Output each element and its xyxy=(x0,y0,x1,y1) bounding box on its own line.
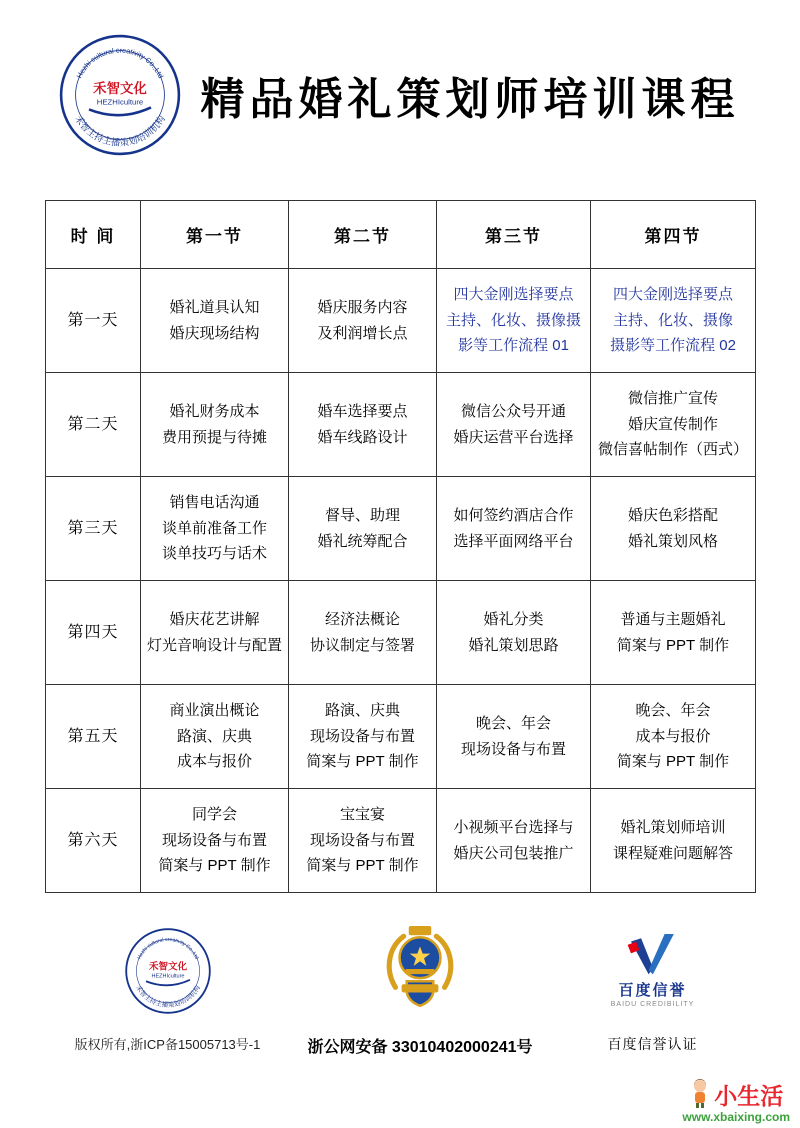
course-cell xyxy=(289,581,437,685)
course-cell xyxy=(437,373,591,477)
course-cell-line: 简案与 PPT 制作 xyxy=(616,636,730,654)
course-cell-line: 简案与 PPT 制作 xyxy=(306,857,419,875)
course-cell-line: 谈单技巧与话术 xyxy=(161,545,267,563)
table-row xyxy=(46,269,756,373)
table-row xyxy=(46,581,756,685)
column-header: 第三节 xyxy=(437,201,591,269)
course-cell-line: 及利润增长点 xyxy=(317,324,408,342)
course-cell-line: 费用预提与待摊 xyxy=(161,428,267,446)
course-cell-line: 婚礼策划师培训 xyxy=(620,819,726,836)
course-cell-line: 微信推广宣传 xyxy=(627,390,718,408)
svg-text:HEZHIculture: HEZHIculture xyxy=(150,973,185,980)
icp-text: 版权所有,浙ICP备15005713号-1 xyxy=(74,1037,261,1052)
course-cell-line: 路演、庆典 xyxy=(176,727,252,745)
footer-police-block xyxy=(303,920,538,1057)
course-cell xyxy=(591,581,756,685)
course-cell-line: 简案与 PPT 制作 xyxy=(158,857,271,875)
course-cell-line: 晚会、年会 xyxy=(635,702,711,720)
svg-text:Hezhi cultural creativity Co.,: Hezhi cultural creativity Co.,Ltd xyxy=(74,45,166,80)
course-cell-line: 四大金刚选择要点 xyxy=(612,286,733,304)
column-header: 第四节 xyxy=(591,201,756,269)
footer xyxy=(40,920,760,1057)
baidu-logo-text: 百度信誉 xyxy=(618,982,687,999)
course-cell-line: 婚车选择要点 xyxy=(317,403,408,420)
course-cell xyxy=(289,477,437,581)
table-row xyxy=(46,477,756,581)
watermark xyxy=(682,1078,790,1124)
course-cell xyxy=(437,789,591,893)
course-cell-line: 婚车线路设计 xyxy=(317,428,408,446)
course-cell xyxy=(141,685,289,789)
course-cell-line: 宝宝宴 xyxy=(339,806,385,824)
day-cell: 第一天 xyxy=(46,269,141,373)
baidu-logo-box xyxy=(611,920,695,1022)
course-cell-line: 课程疑难问题解答 xyxy=(612,844,733,862)
course-cell-line: 现场设备与布置 xyxy=(309,831,415,849)
watermark-url: www.xbaixing.com xyxy=(682,1110,790,1124)
watermark-top xyxy=(682,1078,790,1108)
course-cell xyxy=(437,581,591,685)
course-cell-line: 婚庆花艺讲解 xyxy=(169,611,260,628)
course-cell-line: 灯光音响设计与配置 xyxy=(146,636,282,654)
course-cell-line: 成本与报价 xyxy=(635,727,711,745)
course-cell-line: 婚庆运营平台选择 xyxy=(453,428,574,446)
day-cell: 第五天 xyxy=(46,685,141,789)
course-cell-line: 主持、化妆、摄像摄 xyxy=(445,311,581,329)
course-cell-line: 婚礼分类 xyxy=(483,611,544,628)
course-cell xyxy=(289,269,437,373)
course-cell xyxy=(289,789,437,893)
company-logo-icon xyxy=(124,927,212,1015)
police-badge-icon xyxy=(379,924,461,1018)
day-cell: 第三天 xyxy=(46,477,141,581)
course-cell xyxy=(141,269,289,373)
svg-text:禾智主持主播策划培训机构: 禾智主持主播策划培训机构 xyxy=(133,984,202,1010)
course-cell xyxy=(591,373,756,477)
course-cell-line: 主持、化妆、摄像 xyxy=(612,311,733,329)
course-cell-line: 晚会、年会 xyxy=(475,715,551,732)
svg-text:禾智主持主播策划培训机构: 禾智主持主播策划培训机构 xyxy=(72,113,168,148)
course-cell-line: 婚庆现场结构 xyxy=(169,324,260,342)
course-cell xyxy=(591,269,756,373)
course-cell-line: 商业演出概论 xyxy=(169,702,260,720)
page-title: 精品婚礼策划师培训课程 xyxy=(200,75,740,124)
column-header: 第二节 xyxy=(289,201,437,269)
company-logo-box xyxy=(124,920,212,1022)
course-cell-line: 督导、助理 xyxy=(324,507,400,524)
course-table xyxy=(45,200,756,893)
company-logo-icon xyxy=(58,33,182,157)
course-cell-line: 四大金刚选择要点 xyxy=(453,286,574,304)
course-cell-line: 婚礼财务成本 xyxy=(169,403,260,420)
course-cell-line: 微信公众号开通 xyxy=(460,403,566,420)
baidu-logo-subtext: BAIDU CREDIBILITY xyxy=(610,1001,695,1008)
svg-text:禾智文化: 禾智文化 xyxy=(148,961,187,973)
course-cell-line: 婚礼道具认知 xyxy=(169,299,260,316)
svg-text:Hezhi cultural creativity Co.,: Hezhi cultural creativity Co.,Ltd xyxy=(136,936,199,961)
watermark-brand: 小生活 xyxy=(714,1083,784,1109)
course-cell-line: 婚庆色彩搭配 xyxy=(627,507,718,524)
course-cell xyxy=(591,685,756,789)
day-cell: 第六天 xyxy=(46,789,141,893)
course-cell-line: 协议制定与签署 xyxy=(309,636,415,654)
header xyxy=(58,30,758,160)
baidu-cert-text: 百度信誉认证 xyxy=(607,1036,698,1052)
course-cell xyxy=(591,789,756,893)
course-cell-line: 现场设备与布置 xyxy=(309,727,415,745)
course-cell-line: 简案与 PPT 制作 xyxy=(616,753,730,771)
course-cell-line: 婚庆宣传制作 xyxy=(627,415,718,433)
course-cell-line: 普通与主题婚礼 xyxy=(620,611,726,628)
table-row xyxy=(46,373,756,477)
course-cell-line: 选择平面网络平台 xyxy=(453,532,574,550)
column-header: 第一节 xyxy=(141,201,289,269)
course-cell xyxy=(141,789,289,893)
course-cell-line: 影等工作流程 01 xyxy=(458,337,569,355)
baidu-credibility-icon xyxy=(626,934,678,976)
svg-text:HEZHIculture: HEZHIculture xyxy=(96,97,144,107)
course-cell xyxy=(141,373,289,477)
course-cell-line: 婚庆公司包装推广 xyxy=(453,844,574,862)
day-cell: 第四天 xyxy=(46,581,141,685)
course-cell xyxy=(141,477,289,581)
day-cell: 第二天 xyxy=(46,373,141,477)
course-cell-line: 婚礼策划思路 xyxy=(468,636,559,654)
course-cell-line: 婚礼统筹配合 xyxy=(317,532,408,550)
course-cell-line: 婚庆服务内容 xyxy=(317,299,408,316)
course-cell-line: 谈单前准备工作 xyxy=(161,519,267,537)
course-cell xyxy=(437,269,591,373)
course-cell xyxy=(437,685,591,789)
course-cell-line: 路演、庆典 xyxy=(324,702,400,720)
footer-company-block xyxy=(40,920,295,1057)
police-badge-box xyxy=(379,920,461,1022)
course-cell xyxy=(289,373,437,477)
police-record-text: 浙公网安备 33010402000241号 xyxy=(307,1039,533,1056)
svg-text:禾智文化: 禾智文化 xyxy=(93,80,147,96)
column-header: 时 间 xyxy=(46,201,141,269)
course-cell-line: 同学会 xyxy=(191,806,237,824)
table-body xyxy=(46,269,756,893)
course-cell-line: 销售电话沟通 xyxy=(169,494,260,512)
course-cell-line: 现场设备与布置 xyxy=(161,831,267,849)
footer-baidu-block xyxy=(545,920,760,1057)
course-cell xyxy=(591,477,756,581)
course-cell-line: 如何签约酒店合作 xyxy=(453,507,574,524)
table-row xyxy=(46,789,756,893)
course-cell-line: 摄影等工作流程 02 xyxy=(610,337,736,355)
course-cell xyxy=(437,477,591,581)
mascot-icon xyxy=(689,1078,711,1108)
table-header-row xyxy=(46,201,756,269)
course-cell-line: 现场设备与布置 xyxy=(460,740,566,758)
course-cell-line: 经济法概论 xyxy=(324,611,400,628)
table-row xyxy=(46,685,756,789)
course-cell-line: 简案与 PPT 制作 xyxy=(306,753,419,771)
course-cell xyxy=(141,581,289,685)
course-cell-line: 婚礼策划风格 xyxy=(627,532,718,550)
course-cell-line: 微信喜帖制作（西式） xyxy=(597,441,748,459)
course-cell-line: 小视频平台选择与 xyxy=(453,819,574,836)
course-cell xyxy=(289,685,437,789)
course-cell-line: 成本与报价 xyxy=(176,753,252,771)
